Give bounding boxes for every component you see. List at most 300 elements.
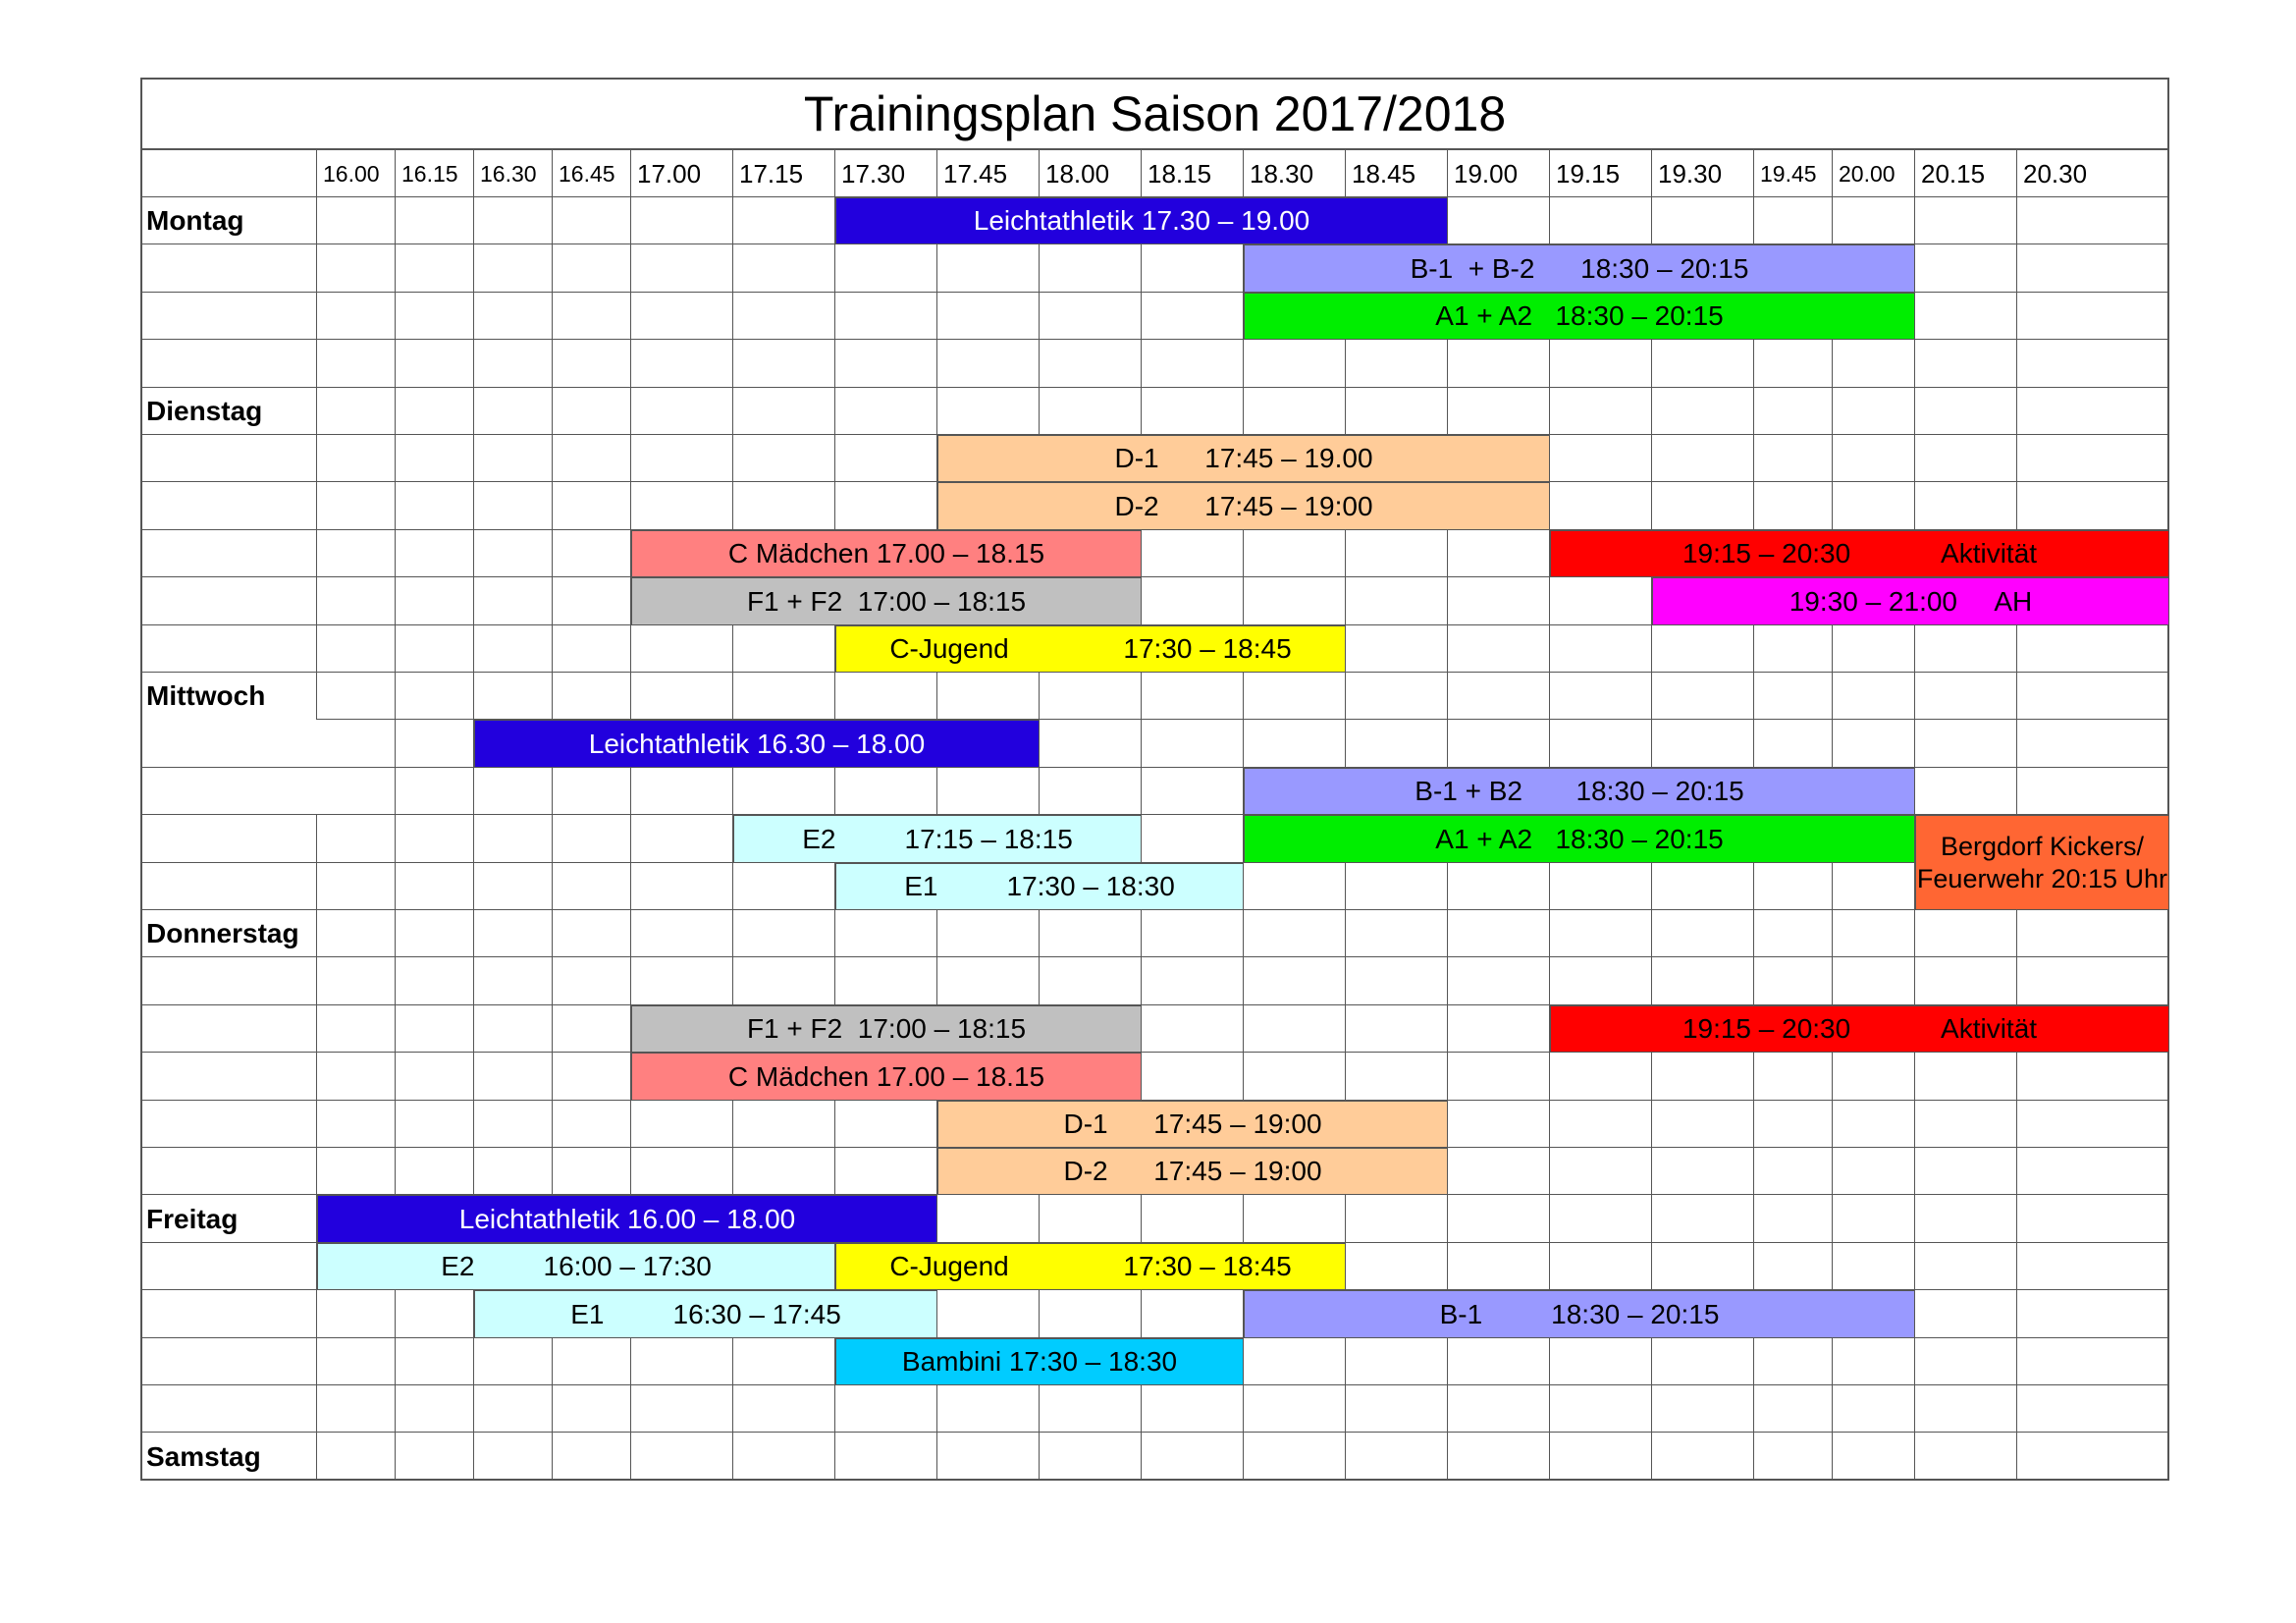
time-slot-cell [1346,1195,1448,1242]
time-slot-cell [553,244,631,292]
time-slot-cell [317,388,396,435]
time-slot-cell [1346,957,1448,1004]
time-slot-cell [1550,1385,1652,1433]
time-slot-cell [1915,910,2017,957]
time-slot-cell [553,1433,631,1480]
time-slot-cell [474,1338,553,1385]
time-slot-cell [396,910,474,957]
time-slot-cell [1142,1053,1244,1100]
time-slot-cell [1040,720,1142,767]
time-slot-cell [1244,340,1346,387]
time-slot-cell [553,1101,631,1148]
time-header-label: 19.00 [1454,158,1519,189]
time-slot-cell [1448,1338,1550,1385]
time-slot-cell [317,1290,396,1337]
row-label-cell [140,1385,317,1433]
time-slot-cell [2017,910,2169,957]
training-block: F1 + F2 17:00 – 18:15 [631,1005,1142,1053]
time-slot-cell [553,340,631,387]
time-slot-cell [1346,1338,1448,1385]
time-slot-cell [631,863,733,910]
time-slot-cell [1142,388,1244,435]
time-slot-cell [1448,1005,1550,1053]
time-slot-cell [1833,673,1915,720]
time-slot-cell [474,482,553,529]
time-slot-cell [317,625,396,673]
time-slot-cell [2017,244,2169,292]
time-slot-cell [733,197,835,244]
time-header-label: 17.00 [637,158,702,189]
time-slot-cell [1550,863,1652,910]
time-slot-cell [474,1148,553,1195]
time-slot-cell [1448,1243,1550,1290]
time-slot-cell [1833,1243,1915,1290]
time-slot-cell [631,197,733,244]
time-slot-cell [553,293,631,340]
time-slot-cell [1754,1053,1833,1100]
time-slot-cell [1915,482,2017,529]
time-slot-cell [1652,1053,1754,1100]
time-slot-cell [553,1148,631,1195]
training-block: C Mädchen 17.00 – 18.15 [631,1053,1142,1100]
time-slot-cell [317,1385,396,1433]
time-slot-cell [1652,1148,1754,1195]
time-slot-cell [317,720,396,767]
time-slot-cell [1142,1290,1244,1337]
time-slot-cell [1915,1148,2017,1195]
time-slot-cell [1142,1005,1244,1053]
day-label: Dienstag [146,395,263,426]
time-slot-cell [937,1433,1040,1480]
time-slot-cell [631,1101,733,1148]
time-slot-cell [2017,388,2169,435]
time-slot-cell [474,340,553,387]
time-slot-cell [937,1195,1040,1242]
time-slot-cell [474,673,553,720]
time-slot-cell [553,910,631,957]
time-slot-cell [733,435,835,482]
time-slot-cell [1244,673,1346,720]
time-slot-cell [1833,1338,1915,1385]
time-slot-cell [1550,197,1652,244]
time-slot-cell [1448,625,1550,673]
time-slot-cell [1040,1433,1142,1480]
header-corner-cell [140,150,317,197]
time-slot-cell [631,1148,733,1195]
time-slot-cell [1652,625,1754,673]
time-slot-cell [1652,340,1754,387]
time-slot-cell [1754,1195,1833,1242]
time-header-label: 19.15 [1556,158,1621,189]
time-slot-cell [1142,768,1244,815]
time-slot-cell [1754,340,1833,387]
time-slot-cell [1652,1101,1754,1148]
time-slot-cell [553,957,631,1004]
row-label-cell [140,720,317,767]
time-slot-cell [1244,863,1346,910]
time-slot-cell [1448,530,1550,577]
time-slot-cell [1346,577,1448,624]
time-slot-cell [553,1005,631,1053]
training-block: Leichtathletik 17.30 – 19.00 [835,197,1448,244]
time-slot-cell [1448,1433,1550,1480]
time-slot-cell [553,625,631,673]
time-slot-cell [1346,340,1448,387]
time-slot-cell [733,673,835,720]
time-slot-cell [317,957,396,1004]
time-slot-cell [733,768,835,815]
time-slot-cell [1915,1243,2017,1290]
time-slot-cell [733,957,835,1004]
time-slot-cell [733,1385,835,1433]
time-slot-cell [317,435,396,482]
time-slot-cell [1754,910,1833,957]
time-header-label: 16.45 [559,160,615,187]
training-block: Leichtathletik 16.00 – 18.00 [317,1195,937,1242]
time-slot-cell [1652,957,1754,1004]
time-slot-cell [2017,1101,2169,1148]
training-block: E2 16:00 – 17:30 [317,1243,835,1290]
time-slot-cell [1915,673,2017,720]
time-slot-cell [1040,293,1142,340]
time-slot-cell [835,1148,937,1195]
time-slot-cell [733,388,835,435]
time-slot-cell [553,197,631,244]
time-slot-cell [1040,1290,1142,1337]
time-slot-cell [1833,957,1915,1004]
time-slot-cell [1142,577,1244,624]
time-slot-cell [835,768,937,815]
time-slot-cell [2017,340,2169,387]
time-slot-cell [1915,197,2017,244]
time-slot-cell [1448,1195,1550,1242]
day-label: Mittwoch [146,680,266,712]
row-label-cell [140,1290,317,1337]
time-slot-cell [2017,1148,2169,1195]
time-slot-cell [553,1385,631,1433]
time-header-label: 19.45 [1760,160,1817,187]
time-slot-cell [1833,435,1915,482]
time-slot-cell [396,1290,474,1337]
time-slot-cell [1754,482,1833,529]
time-slot-cell [1833,720,1915,767]
time-slot-cell [1652,863,1754,910]
time-slot-cell [1142,530,1244,577]
training-block: C-Jugend 17:30 – 18:45 [835,1243,1346,1290]
time-slot-cell [317,482,396,529]
time-slot-cell [631,244,733,292]
time-slot-cell [1142,815,1244,862]
time-slot-cell [317,1005,396,1053]
time-slot-cell [1346,1385,1448,1433]
time-slot-cell [1652,673,1754,720]
time-slot-cell [2017,1338,2169,1385]
time-slot-cell [396,957,474,1004]
time-header-label: 17.30 [841,158,906,189]
time-slot-cell [1040,673,1142,720]
time-slot-cell [474,625,553,673]
time-slot-cell [1652,435,1754,482]
time-header-label: 18.30 [1250,158,1314,189]
time-slot-cell [937,957,1040,1004]
training-block: B-1 18:30 – 20:15 [1244,1290,1915,1337]
time-slot-cell [1040,957,1142,1004]
training-block: A1 + A2 18:30 – 20:15 [1244,293,1915,340]
time-slot-cell [553,577,631,624]
time-slot-cell [396,1005,474,1053]
time-slot-cell [835,957,937,1004]
time-slot-cell [1754,1385,1833,1433]
training-block: D-1 17:45 – 19:00 [937,1101,1448,1148]
training-block: 19:15 – 20:30 Aktivität [1550,1005,2169,1053]
training-block: B-1 + B-2 18:30 – 20:15 [1244,244,1915,292]
time-slot-cell [1550,1053,1652,1100]
time-slot-cell [1915,244,2017,292]
time-slot-cell [1040,244,1142,292]
time-slot-cell [631,625,733,673]
time-slot-cell [317,340,396,387]
time-slot-cell [317,1338,396,1385]
time-slot-cell [1833,910,1915,957]
time-slot-cell [1754,1101,1833,1148]
row-label-cell [140,957,317,1004]
row-label-cell [140,815,317,862]
time-slot-cell [835,340,937,387]
training-block: C-Jugend 17:30 – 18:45 [835,625,1346,673]
time-slot-cell [2017,1243,2169,1290]
time-slot-cell [317,673,396,720]
time-slot-cell [553,673,631,720]
time-slot-cell [937,388,1040,435]
training-block: Leichtathletik 16.30 – 18.00 [474,720,1040,767]
time-slot-cell [396,244,474,292]
day-label: Samstag [146,1440,261,1472]
time-slot-cell [317,197,396,244]
time-slot-cell [474,435,553,482]
time-slot-cell [474,530,553,577]
time-slot-cell [1754,1243,1833,1290]
time-slot-cell [1040,1385,1142,1433]
time-slot-cell [937,910,1040,957]
time-slot-cell [2017,1290,2169,1337]
training-block: F1 + F2 17:00 – 18:15 [631,577,1142,624]
time-slot-cell [317,244,396,292]
time-slot-cell [474,1433,553,1480]
time-slot-cell [631,1338,733,1385]
time-slot-cell [1754,957,1833,1004]
time-slot-cell [835,244,937,292]
time-slot-cell [1833,482,1915,529]
time-slot-cell [474,577,553,624]
time-slot-cell [1915,1195,2017,1242]
time-slot-cell [631,1433,733,1480]
training-block: Bambini 17:30 – 18:30 [835,1338,1244,1385]
time-slot-cell [631,815,733,862]
training-block: Bergdorf Kickers/ Feuerwehr 20:15 Uhr [1915,815,2169,910]
time-slot-cell [1550,1195,1652,1242]
time-slot-cell [1244,1195,1346,1242]
time-slot-cell [1915,1338,2017,1385]
time-slot-cell [2017,673,2169,720]
time-slot-cell [1142,673,1244,720]
time-slot-cell [1550,1243,1652,1290]
time-slot-cell [396,1338,474,1385]
time-slot-cell [396,388,474,435]
time-slot-cell [2017,435,2169,482]
training-block: C Mädchen 17.00 – 18.15 [631,530,1142,577]
time-slot-cell [1550,435,1652,482]
page-title: Trainingsplan Saison 2017/2018 [140,78,2169,150]
time-slot-cell [1448,957,1550,1004]
time-slot-cell [1915,1290,2017,1337]
time-slot-cell [317,1433,396,1480]
time-slot-cell [733,1433,835,1480]
time-slot-cell [733,910,835,957]
training-block: A1 + A2 18:30 – 20:15 [1244,815,1915,862]
time-slot-cell [2017,1385,2169,1433]
time-slot-cell [553,435,631,482]
time-slot-cell [631,1385,733,1433]
time-slot-cell [631,293,733,340]
time-slot-cell [631,388,733,435]
time-slot-cell [396,1433,474,1480]
time-slot-cell [1550,625,1652,673]
training-block: D-2 17:45 – 19:00 [937,482,1550,529]
time-slot-cell [474,388,553,435]
time-slot-cell [317,863,396,910]
time-slot-cell [317,293,396,340]
time-slot-cell [1652,1433,1754,1480]
time-header-label: 17.45 [943,158,1008,189]
time-slot-cell [396,625,474,673]
time-slot-cell [1652,1243,1754,1290]
time-slot-cell [1754,625,1833,673]
time-slot-cell [1754,435,1833,482]
time-slot-cell [1244,1385,1346,1433]
time-slot-cell [733,293,835,340]
day-label: Donnerstag [146,918,299,949]
time-slot-cell [1833,197,1915,244]
time-slot-cell [631,340,733,387]
time-slot-cell [631,482,733,529]
time-slot-cell [1833,625,1915,673]
time-slot-cell [474,1053,553,1100]
time-slot-cell [396,863,474,910]
time-slot-cell [2017,720,2169,767]
time-slot-cell [317,1101,396,1148]
time-slot-cell [1346,910,1448,957]
time-slot-cell [1915,720,2017,767]
time-slot-cell [1244,957,1346,1004]
time-slot-cell [1652,720,1754,767]
row-label-cell [140,244,317,292]
time-slot-cell [1754,720,1833,767]
time-slot-cell [1550,1433,1652,1480]
time-slot-cell [835,482,937,529]
time-slot-cell [553,768,631,815]
time-slot-cell [1040,910,1142,957]
time-slot-cell [1448,197,1550,244]
row-label-cell [140,293,317,340]
time-slot-cell [396,1385,474,1433]
time-slot-cell [1550,720,1652,767]
time-slot-cell [317,815,396,862]
time-slot-cell [2017,1433,2169,1480]
time-slot-cell [2017,957,2169,1004]
time-slot-cell [835,1433,937,1480]
time-slot-cell [1142,293,1244,340]
training-block: 19:30 – 21:00 AH [1652,577,2169,624]
time-slot-cell [1346,1053,1448,1100]
training-block: D-1 17:45 – 19.00 [937,435,1550,482]
time-slot-cell [1346,388,1448,435]
time-slot-cell [1448,1053,1550,1100]
time-slot-cell [1244,910,1346,957]
time-slot-cell [1448,1385,1550,1433]
time-slot-cell [1833,1053,1915,1100]
time-slot-cell [733,625,835,673]
row-label-cell [140,482,317,529]
time-slot-cell [1833,1195,1915,1242]
time-slot-cell [553,1053,631,1100]
time-slot-cell [396,1101,474,1148]
time-slot-cell [1448,863,1550,910]
time-slot-cell [1550,1338,1652,1385]
time-slot-cell [1754,863,1833,910]
time-slot-cell [396,435,474,482]
time-slot-cell [474,1005,553,1053]
time-slot-cell [1244,1338,1346,1385]
time-slot-cell [317,577,396,624]
time-slot-cell [835,1101,937,1148]
row-label-cell [140,1148,317,1195]
time-slot-cell [1550,910,1652,957]
time-slot-cell [1244,720,1346,767]
time-slot-cell [1754,1148,1833,1195]
row-label-cell [140,1053,317,1100]
row-label-cell [140,768,317,815]
training-block: E1 16:30 – 17:45 [474,1290,937,1337]
row-label-cell [140,577,317,624]
time-slot-cell [2017,293,2169,340]
time-slot-cell [553,1338,631,1385]
time-slot-cell [1754,673,1833,720]
time-slot-cell [1754,388,1833,435]
time-slot-cell [474,957,553,1004]
time-slot-cell [1448,910,1550,957]
time-slot-cell [396,293,474,340]
time-slot-cell [317,530,396,577]
time-slot-cell [1244,577,1346,624]
time-slot-cell [1915,1053,2017,1100]
time-slot-cell [631,957,733,1004]
time-slot-cell [631,768,733,815]
time-header-label: 17.15 [739,158,804,189]
time-slot-cell [474,815,553,862]
time-slot-cell [474,768,553,815]
time-slot-cell [937,340,1040,387]
time-slot-cell [1833,340,1915,387]
time-slot-cell [396,815,474,862]
time-slot-cell [1652,388,1754,435]
time-header-label: 18.00 [1045,158,1110,189]
time-slot-cell [1833,388,1915,435]
time-slot-cell [396,768,474,815]
time-slot-cell [1915,768,2017,815]
time-slot-cell [2017,197,2169,244]
training-block: E1 17:30 – 18:30 [835,863,1244,910]
time-slot-cell [1448,388,1550,435]
